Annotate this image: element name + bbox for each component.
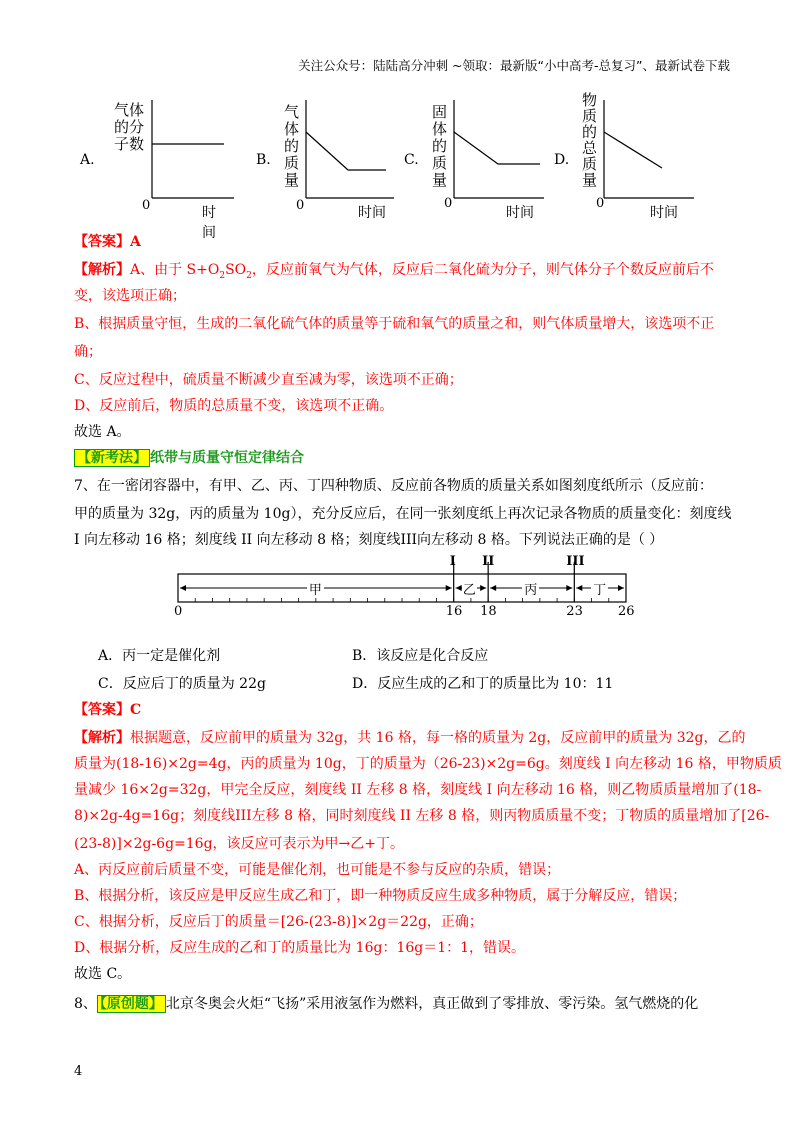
graph-c-axes [404, 90, 554, 220]
scale-ruler [170, 554, 635, 626]
graph-x-label: 时间 [358, 205, 386, 221]
q7-line-1: 7、在一密闭容器中，有甲、乙、丙、丁四种物质、反应前各物质的质量关系如图刻度纸所示（反应前： [74, 478, 713, 494]
ruler-tick-label: 16 [445, 604, 463, 619]
q7-conclusion: 故选 C。 [74, 966, 132, 982]
ruler-arrowhead [576, 585, 582, 591]
option-b: B．该反应是化合反应 [352, 648, 489, 664]
q7-line-2: 甲的质量为 32g，丙的质量为 10g），充分反应后，在同一张刻度纸上再次记录各物质的质量变化：刻度线 [74, 506, 732, 522]
ruler-arrowhead [490, 585, 496, 591]
graph-d-axes [554, 90, 734, 220]
option-a: A．丙一定是催化剂 [98, 648, 221, 664]
graph-letter: C. [404, 152, 419, 168]
ruler-arrowhead [566, 585, 572, 591]
page-number: 4 [74, 1064, 83, 1079]
ruler-mark-I: I [449, 554, 456, 569]
q7-analysis-line-7: B、根据分析，该反应是甲反应生成乙和丁，即一种物质反应生成多种物质，属于分解反应，错误； [74, 888, 687, 904]
ruler-segment-yi: 乙 [462, 579, 477, 598]
page-header: 关注公众号：陆陆高分冲刺 ~领取：最新版“小中高考-总复习”、最新试卷下载 [298, 58, 730, 73]
ruler-mark-III: III [566, 554, 585, 569]
graph-origin: 0 [296, 198, 305, 213]
graph-c [404, 90, 554, 220]
q7-analysis-line-3: 量减少 16×2g=32g，甲完全反应，刻度线 II 左移 8 格，刻度线 I 向左移动 16 格，则乙物质质量增加了(18- [74, 782, 762, 798]
graph-y-label: 物 质 的 总 质 量 [582, 91, 598, 189]
graph-a [74, 90, 224, 241]
ruler-arrowhead [456, 585, 462, 591]
q7-analysis-line-1: 【解析】根据题意，反应前甲的质量为 32g，共 16 格，每一格的质量为 2g，反应前甲的质量为 32g，乙的 [74, 730, 746, 746]
ruler-segment-ding: 丁 [591, 579, 608, 598]
ruler-arrowhead [618, 585, 624, 591]
q6-answer-line: 【答案】A [74, 234, 141, 250]
graph-c-line [454, 132, 540, 164]
q6-analysis-line-1: 【解析】A、由于 $S+O_2SO_2$，反应前氧气为气体，反应后二氧化硫为分子，则气体分子个数反应前后不 [74, 262, 714, 281]
q7-line-3: I 向左移动 16 格；刻度线 II 向左移动 8 格；刻度线III向左移动 8 格。下列说法正确的是（ ） [74, 532, 664, 548]
ruler-tick-label: 18 [480, 604, 497, 619]
q7-analysis-line-8: C、根据分析，反应后丁的质量＝[26-(23-8)]×2g＝22g，正确； [74, 914, 483, 930]
graph-b [244, 90, 394, 220]
graph-d-line [604, 132, 662, 168]
ruler-tick-label: 0 [174, 604, 183, 619]
ruler-arrowhead [480, 585, 486, 591]
section-title: 纸带与质量守恒定律结合 [150, 450, 304, 466]
option-d: D．反应生成的乙和丁的质量比为 10：11 [352, 676, 614, 692]
option-c: C．反应后丁的质量为 22g [98, 676, 266, 692]
graph-letter: A. [80, 152, 95, 168]
q7-analysis-line-4: 8)×2g-4g=16g；刻度线III左移 8 格，同时刻度线 II 左移 8 格，则丙物质质量不变；丁物质的质量增加了[26- [74, 808, 770, 824]
ruler-tick-label: 23 [566, 604, 583, 619]
graph-b-axes [244, 90, 394, 220]
ruler-segment-bing: 丙 [522, 579, 539, 598]
q7-analysis-line-2: 质量为(18-16)×2g=4g，丙的质量为 10g，丁的质量为（26-23)×2g=6g。刻度线 I 向左移动 16 格，甲物质质 [74, 756, 782, 772]
graph-origin: 0 [444, 196, 453, 211]
graph-x-label: 时间 [650, 205, 678, 221]
graph-x-label: 时间 [202, 205, 216, 241]
ruler-mark-II: II [482, 554, 495, 569]
graph-d [554, 90, 734, 220]
ruler-arrowhead [446, 585, 452, 591]
ruler-graphic [170, 556, 630, 626]
section-tag: 【新考法】 [74, 449, 150, 467]
graph-x-label: 时间 [506, 205, 534, 221]
ruler-tick-label: 26 [618, 604, 635, 619]
q6-analysis-line-3: B、根据质量守恒，生成的二氧化硫气体的质量等于硫和氧气的质量之和，则气体质量增大，该选项不正 [74, 316, 715, 332]
q8-number: 8、 [74, 996, 97, 1012]
graph-origin: 0 [142, 198, 151, 213]
q6-analysis-line-6: D、反应前后，物质的总质量不变，该选项不正确。 [74, 398, 394, 414]
graph-y-label: 气 体 的 质 量 [284, 103, 300, 189]
q7-analysis-line-9: D、根据分析，反应生成的乙和丁的质量比为 16g：16g＝1：1，错误。 [74, 940, 526, 956]
q7-analysis-line-6: A、丙反应前后质量不变，可能是催化剂，也可能是不参与反应的杂质，错误； [74, 862, 561, 878]
q6-analysis-line-4: 确； [74, 344, 102, 360]
graph-y-label: 固 体 的 质 量 [432, 103, 448, 189]
ruler-segment-jia: 甲 [307, 579, 324, 598]
graph-y-label: 气体 的分 子数 [114, 101, 145, 153]
graph-options-row [74, 90, 734, 241]
ruler-arrowhead [180, 585, 186, 591]
q8-text: 北京冬奥会火炬“飞扬”采用液氢作为燃料，真正做到了零排放、零污染。氢气燃烧的化 [165, 996, 699, 1012]
graph-letter: B. [256, 152, 271, 168]
q6-conclusion: 故选 A。 [74, 424, 131, 440]
graph-origin: 0 [596, 196, 605, 211]
q8-tag: 【原创题】 [97, 995, 166, 1013]
q7-answer-line: 【答案】C [74, 702, 142, 718]
q6-analysis-line-5: C、反应过程中，硫质量不断减少直至减为零，该选项不正确； [74, 372, 463, 388]
q6-analysis-line-2: 变，该选项正确； [74, 288, 186, 304]
graph-b-line [306, 132, 386, 170]
graph-letter: D. [554, 152, 570, 168]
q7-analysis-line-5: (23-8)]×2g-6g=16g，该反应可表示为甲→乙+丁。 [74, 836, 405, 852]
